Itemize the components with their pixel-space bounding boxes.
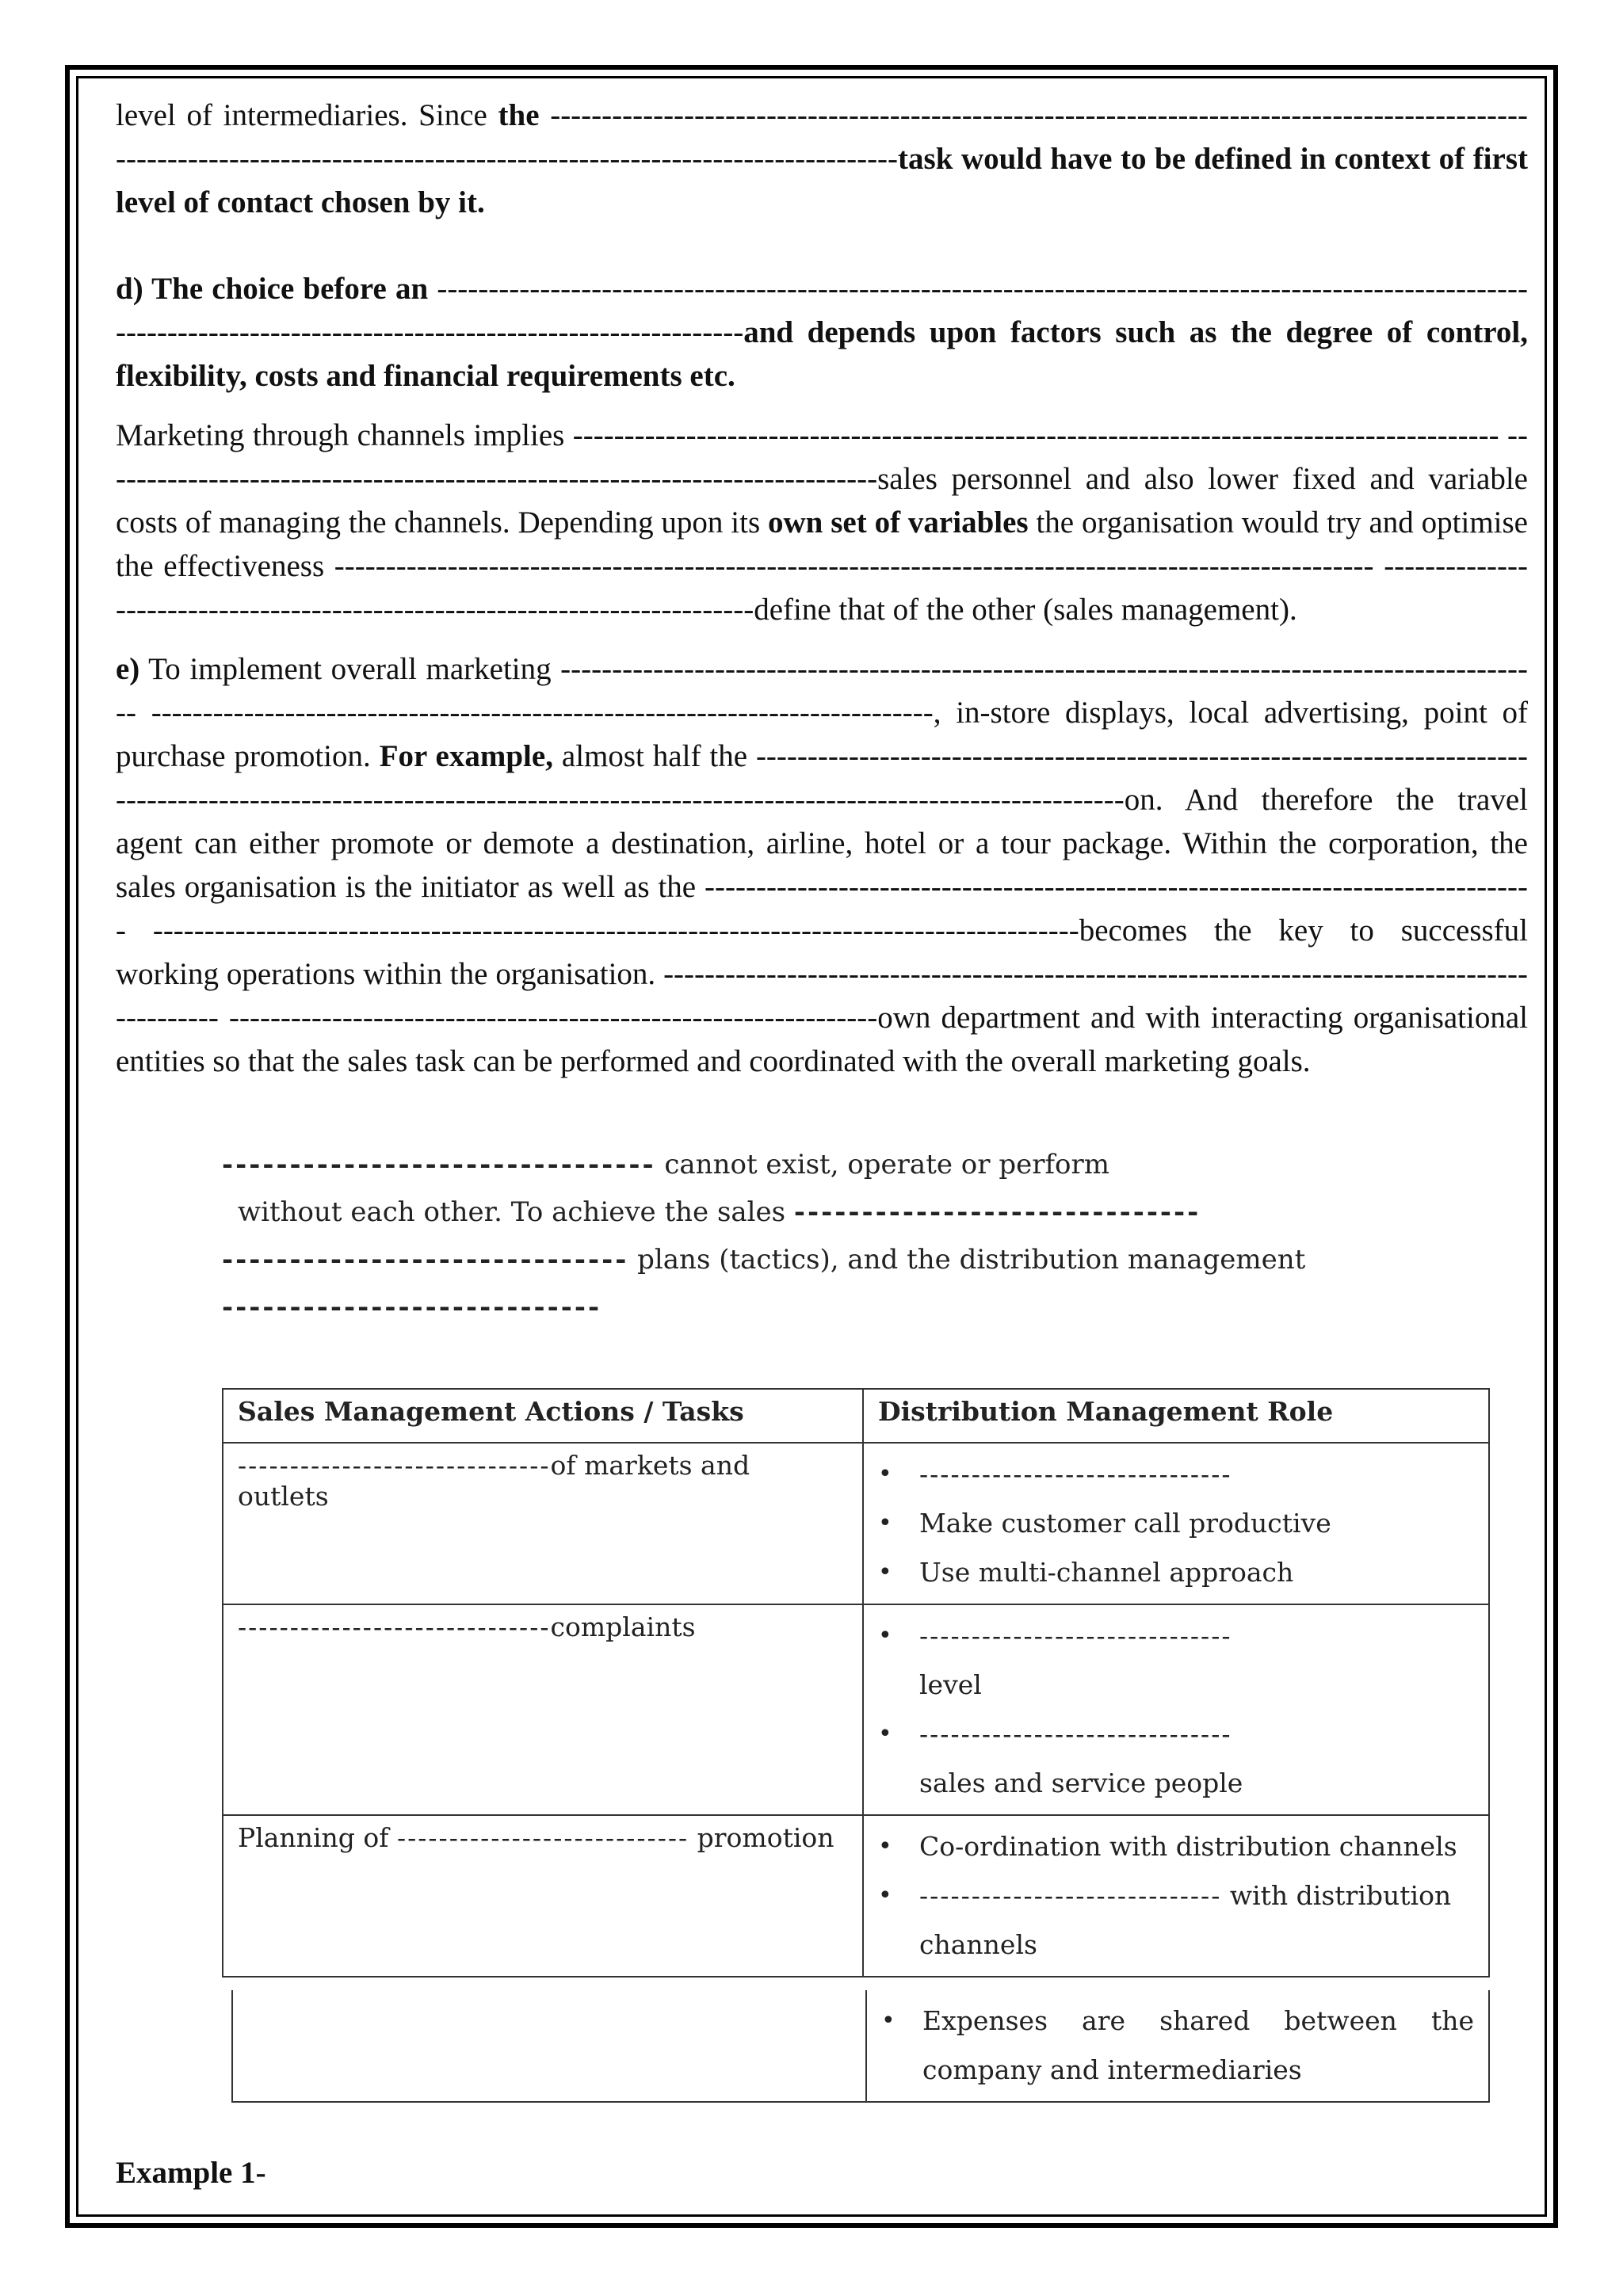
text: the organisation would try and optimise the effectiveness <box>116 505 1528 583</box>
bullet-icon: • <box>881 2007 896 2035</box>
blank-line: ---------------------------------------------------------------------------- <box>116 142 899 176</box>
table-row <box>232 1990 1489 2102</box>
text: own department and with interacting organisational entities so that the sales task can be performed and coordinated with the overall marketing goals. <box>116 1001 1529 1078</box>
bullet-icon: • <box>878 1833 892 1860</box>
text: almost half the <box>552 739 748 773</box>
blank-line: ------------------------------ <box>919 1718 1232 1749</box>
text: level of intermediaries. Since <box>116 98 498 132</box>
text: becomes the key to successful working operations within the organisation. <box>116 913 1528 991</box>
text: on. And therefore the travel agent can either promote or demote a destination, airline, hotel or a tour package. Within the corporation, the sales organisation is the initiator as well as the <box>116 783 1528 904</box>
blank-line: ------------------------------------------------------------------------------------------ <box>152 913 1079 948</box>
list-item <box>878 1499 1474 1548</box>
table-cell <box>223 1443 863 1604</box>
blank-line: -------------------------------------------------------------------------------------------------- <box>116 783 1125 817</box>
scan-line <box>222 1141 1490 1188</box>
blank-line: ---------------------------------------------------------------------------------------------------------- <box>428 272 1528 306</box>
bullet-icon: • <box>878 1509 892 1537</box>
bullet-icon: • <box>878 1558 892 1586</box>
text: sales and service people <box>919 1768 1243 1798</box>
bullet-icon: • <box>878 1720 892 1748</box>
text: sales personnel and also lower fixed and variable costs of managing the channels. Depending upon its <box>116 462 1528 540</box>
text: To implement overall marketing <box>139 652 552 686</box>
blank-line: -------------------------------- <box>222 1149 656 1180</box>
table-row <box>223 1815 1489 1977</box>
text: Expenses are shared between the company and intermediaries <box>922 2005 1474 2085</box>
list-item <box>878 1450 1474 1499</box>
blank-line: ----------------------------------------------------------------------------------------------- <box>539 98 1529 132</box>
blank-line: ------------------------------ <box>238 1611 551 1642</box>
table-cell <box>863 1443 1489 1604</box>
text: and depends upon factors such as the degree of control, flexibility, costs and financial requirements etc. <box>116 315 1528 393</box>
bullet-icon: • <box>878 1622 892 1650</box>
text: the <box>498 98 540 132</box>
text: define that of the other (sales management). <box>754 593 1297 627</box>
list-item <box>881 1997 1474 2095</box>
blank-line: ---------------------------------------------------------------------------- <box>151 696 934 730</box>
list-item <box>878 1822 1474 1871</box>
text: own set of variables <box>768 505 1029 540</box>
blank-line: ------------------------------ <box>919 1459 1232 1489</box>
text: , in-store displays, local advertising, point of purchase promotion. <box>116 696 1528 773</box>
blank-line: ------------------------------------------------------------------------------------------ <box>564 418 1499 452</box>
text: Planning of <box>238 1822 397 1853</box>
table-header-row <box>223 1389 1489 1443</box>
table-cell <box>863 1604 1489 1815</box>
text: with distribution channels <box>919 1880 1452 1960</box>
text: promotion <box>689 1822 834 1853</box>
list-item <box>878 1611 1474 1710</box>
scan-line <box>222 1283 1490 1331</box>
text: task would have to be defined in context of first level of contact chosen by it. <box>116 142 1528 219</box>
example-heading: Example 1- <box>116 2156 266 2190</box>
blank-line: ------------------------------------------------------------------------------------------------ <box>116 652 1528 730</box>
text: e) <box>116 652 140 686</box>
sales-distribution-table <box>222 1388 1490 1978</box>
bullet-icon: • <box>878 1882 892 1909</box>
blank-line: --------------------------------------------------------------------------- <box>747 739 1528 773</box>
text: without each other. To achieve the sales <box>238 1196 794 1228</box>
table-row <box>223 1443 1489 1604</box>
text: Co-ordination with distribution channels <box>919 1831 1457 1862</box>
paragraph-implement <box>116 647 1528 1083</box>
sales-distribution-table-continued <box>231 1990 1490 2103</box>
blank-line: ------------------------------ <box>919 1620 1232 1651</box>
text: level <box>919 1669 982 1700</box>
text: plans (tactics), and the distribution management <box>628 1244 1306 1276</box>
blank-line: --------------------------------------------------------------- <box>229 1001 878 1035</box>
blank-line: ---------------------------------------------------------------------------- <box>116 418 1528 496</box>
text: cannot exist, operate or perform <box>655 1149 1110 1180</box>
blank-line: ------------------------------ <box>222 1244 629 1276</box>
text: Marketing through channels implies <box>116 418 565 452</box>
blank-line: ------------------------------ <box>238 1450 551 1481</box>
paragraph-intermediaries <box>116 93 1528 224</box>
scanned-excerpt <box>222 1141 1490 1331</box>
scan-line <box>222 1188 1490 1236</box>
text: For example, <box>379 739 553 773</box>
bullet-icon: • <box>878 1460 892 1488</box>
list-item <box>878 1548 1474 1597</box>
text: complaints <box>550 1611 696 1642</box>
blank-line: ---------------------------------------------------------------------------------------------- <box>116 957 1528 1035</box>
blank-line: ---------------------------- <box>396 1822 689 1853</box>
text: d) The choice before an <box>116 272 429 306</box>
blank-line: ---------------------------------------------------------------------------- <box>116 549 1529 627</box>
blank-line: ------------------------------ <box>793 1196 1201 1228</box>
table-cell <box>223 1815 863 1977</box>
text: Make customer call productive <box>919 1508 1331 1539</box>
list-item <box>878 1871 1474 1970</box>
text: of markets and outlets <box>238 1450 750 1512</box>
document-body <box>116 93 1528 1083</box>
table-cell <box>866 1990 1489 2102</box>
table-cell <box>232 1990 866 2102</box>
column-header: Sales Management Actions / Tasks <box>223 1389 863 1443</box>
blank-line: ----------------------------- <box>919 1880 1222 1911</box>
scan-line <box>222 1236 1490 1283</box>
table-row <box>223 1604 1489 1815</box>
blank-line: ------------------------------------------------------------- <box>116 315 744 349</box>
column-header: Distribution Management Role <box>863 1389 1489 1443</box>
paragraph-choice <box>116 267 1528 398</box>
blank-line: ---------------------------- <box>222 1291 602 1323</box>
paragraph-marketing-channels <box>116 414 1528 631</box>
blank-line: --------------------------------------------------------------------------------- <box>116 870 1529 948</box>
list-item <box>878 1710 1474 1808</box>
table-cell <box>863 1815 1489 1977</box>
blank-line: ----------------------------------------------------------------------------------------------------- <box>324 549 1374 583</box>
text: Use multi-channel approach <box>919 1557 1294 1588</box>
table-cell <box>223 1604 863 1815</box>
